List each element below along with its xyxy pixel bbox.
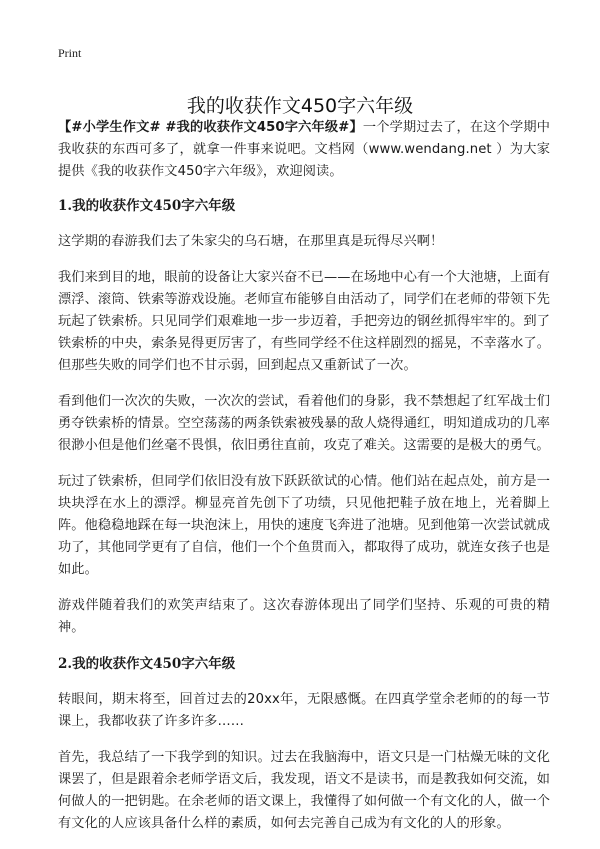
section-1-paragraph-4: 玩过了铁索桥，但同学们依旧没有放下跃跃欲试的心情。他们站在起点处，前方是一块块浮在水上的漂浮。柳显亮首先创下了功绩，只见他把鞋子放在地上，光着脚上阵。他稳稳地踩在每一块泡沫上，用快的速度飞奔进了池塘。见到他第一次尝试就成功了，其他同学更有了自信，他们一个个鱼贯而入，都取得了成功，就连女孩子也是如此。 [58, 474, 550, 577]
section-1-paragraph-5: 游戏伴随着我们的欢笑声结束了。这次春游体现出了同学们坚持、乐观的可贵的精神。 [58, 598, 550, 635]
intro-paragraph [58, 117, 550, 183]
section-2-paragraph-2: 首先，我总结了一下我学到的知识。过去在我脑海中，语文只是一门枯燥无味的文化课罢了，但是跟着余老师学语文后，我发现，语文不是读书，而是教我如何交流，如何做人的一把钥匙。在余老师的语文课上，我懂得了如何做一个有文化的人，做一个有文化的人应该具备什么样的素质，如何去完善自己成为有文化的人的形象。 [58, 750, 550, 831]
section-2-paragraph-1: 转眼间，期末将至，回首过去的20xx年，无限感慨。在四真学堂余老师的的每一节课上，我都收获了许多许多…… [58, 692, 550, 729]
section-1-paragraph-1: 这学期的春游我们去了朱家尖的乌石塘，在那里真是玩得尽兴啊！ [58, 234, 444, 249]
article-body [58, 117, 550, 849]
print-label: Print [58, 46, 82, 60]
intro-text: 一个学期过去了，在这个学期中我收获的东西可多了，就拿一件事来说吧。文档网（www.wendang.net ）为大家提供《我的收获作文450字六年级》，欢迎阅读。 [58, 120, 550, 179]
page-title: 我的收获作文450字六年级 [186, 94, 414, 117]
section-1-heading: 1.我的收获作文450字六年级 [58, 198, 236, 214]
intro-tags: 【#小学生作文# #我的收获作文450字六年级#】 [58, 120, 363, 135]
section-2-heading: 2.我的收获作文450字六年级 [58, 656, 236, 672]
section-1-paragraph-2: 我们来到目的地，眼前的设备让大家兴奋不已——在场地中心有一个大池塘，上面有漂浮、滚筒、铁索等游戏设施。老师宣布能够自由活动了，同学们在老师的带领下先玩起了铁索桥。只见同学们艰难地一步一步迈着，手把旁边的钢丝抓得牢牢的。到了铁索桥的中央，索条晃得更厉害了，有些同学经不住这样剧烈的摇晃，不幸落水了。但那些失败的同学们也不甘示弱，回到起点又重新试了一次。 [58, 270, 550, 373]
section-1-paragraph-3: 看到他们一次次的失败，一次次的尝试，看着他们的身影，我不禁想起了红军战士们勇夺铁索桥的情景。空空荡荡的两条铁索被残暴的敌人烧得通红，明知道成功的几率很渺小但是他们丝毫不畏惧，依旧勇往直前，攻克了难关。这需要的是极大的勇气。 [58, 394, 550, 453]
